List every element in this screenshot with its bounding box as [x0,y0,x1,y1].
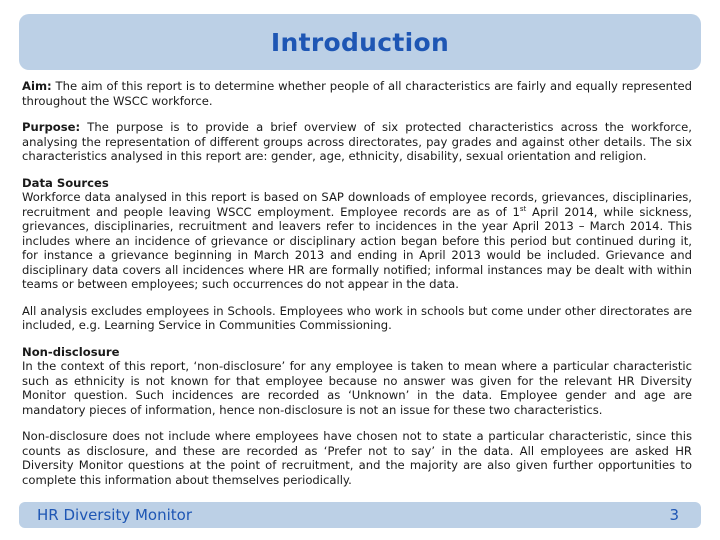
aim-paragraph [22,79,692,108]
page-number: 3 [669,506,679,524]
non-disclosure-text: In the context of this report, ‘non-disclosure’ for any employee is taken to mean where a particular characteristic such as ethnicity is not known for that employee because no answer was given for the relevant HR Diversity Monitor question. Such incidences are recorded as ‘Unknown’ in the data. Employee gender and age are mandatory pieces of information, hence non-disclosure is not an issue for these two characteristics. [22,359,692,417]
data-sources-paragraph [22,176,692,292]
non-disclosure-text-2: Non-disclosure does not include where employees have chosen not to state a particular characteristic, since this counts as disclosure, and these are recorded as ‘Prefer not to say’ in the data. All employees are asked HR Diversity Monitor questions at the point of recruitment, and the majority are also given further opportunities to complete this information about themselves periodically. [22,429,692,487]
footer-label: HR Diversity Monitor [37,506,192,524]
schools-note-paragraph [22,304,692,333]
page-title: Introduction [270,27,450,57]
aim-text: The aim of this report is to determine whether people of all characteristics are fairly and equally represented throughout the WSCC workforce. [22,79,692,108]
report-body [22,79,692,499]
data-sources-heading: Data Sources [22,175,109,190]
title-banner [19,14,701,70]
data-sources-text-1: Workforce data analysed in this report is based on SAP downloads of employee records, grievances, disciplinaries, recruitment and people leaving WSCC employment. Employee records are as of 1 [22,190,692,219]
non-disclosure-heading: Non-disclosure [22,344,120,359]
non-disclosure-paragraph [22,345,692,418]
schools-note-text: All analysis excludes employees in Schools. Employees who work in schools but come under other directorates are included, e.g. Learning Service in Communities Commissioning. [22,303,692,332]
footer-bar [19,502,701,528]
aim-label: Aim: [22,79,52,93]
purpose-label: Purpose: [22,120,81,134]
non-disclosure-paragraph-2 [22,429,692,487]
data-sources-sup: st [519,204,527,213]
purpose-text: The purpose is to provide a brief overview of six protected characteristics across the workforce, analysing the representation of different groups across directorates, pay grades and against other details. The six characteristics analysed in this report are: gender, age, ethnicity, disability, sexual orientation and religion. [22,120,692,163]
purpose-paragraph [22,120,692,164]
data-sources-text-2: April 2014, while sickness, grievances, disciplinaries, recruitment and leavers refer to incidences in the year April 2013 – March 2014. This includes where an incidence of grievance or disciplinary action began before this period but continued during it, for instance a grievance beginning in March 2013 and ending in April 2013 would be included. Grievance and disciplinary data covers all incidences where HR are formally notified; informal instances may be dealt with within teams or between employees; such occurrences do not appear in the data. [22,204,692,291]
